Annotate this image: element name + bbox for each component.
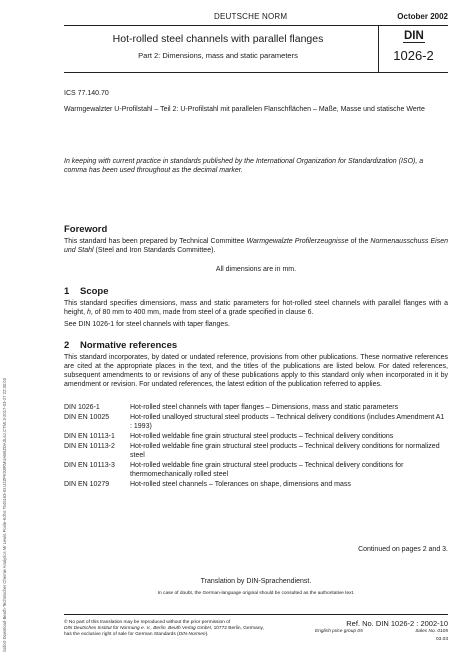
ics-code: ICS 77.140.70	[64, 90, 109, 97]
scope-text-prefix: This standard specifies dimensions, mass and static parameters for hot-rolled steel channels with parallel flanges with a height,	[64, 300, 448, 316]
scope-text-suffix: , of 80 mm to 400 mm, made from steel of a grade specified in clause 6.	[90, 309, 314, 316]
din-number-box	[378, 26, 448, 72]
issue-date: October 2002	[397, 12, 448, 21]
side-download-stamp: Sofort-Download-Beuth-Technischer Chemie Analytics Mr Lewis Poole-KdNr.7545163-ID.U2ZPKX8RMUAB5ZDA3L6J.CTMI.3-2017-03-27 22:30:03	[2, 378, 7, 652]
reference-code: DIN EN 10113-2	[64, 443, 115, 450]
price-group: English price group 05	[315, 629, 363, 634]
reference-title: Hot-rolled unalloyed structural steel products – Technical delivery conditions (includes Amendment A1 : 1993)	[130, 414, 445, 430]
legal-note: In case of doubt, the German-language original should be consulted as the authoritative text.	[157, 591, 355, 596]
copyright-line-1: © No part of this translation may be reproduced without the prior permission of	[64, 620, 231, 625]
copyright-line-3-prefix: has the exclusive right of sale for German Standards (	[64, 632, 179, 637]
reference-title: Hot-rolled weldable fine grain structural steel products – Technical delivery conditions	[130, 433, 394, 440]
foreword-text-prefix: This standard has been prepared by Technical Committee	[64, 238, 247, 245]
issue-code: 03.03	[435, 637, 448, 642]
scope-see-also: See DIN 1026-1 for steel channels with taper flanges.	[64, 321, 230, 328]
reference-row	[64, 461, 448, 479]
sales-number: Sales No. 0105	[415, 629, 448, 634]
dimensions-note: All dimensions are in mm.	[215, 266, 297, 273]
din-logo: DIN	[404, 30, 424, 42]
normative-title: Normative references	[80, 340, 178, 351]
document-title: Hot-rolled steel channels with parallel flanges	[112, 33, 324, 45]
document-subtitle: Part 2: Dimensions, mass and static parameters	[138, 51, 298, 60]
normative-intro: This standard incorporates, by dated or undated reference, provisions from other publications. These normative references are cited at the appropriate places in the text, and the titles of the publications are listed below. For dated references, subsequent amendments to or revisions of any of these publications apply to this standard only when incorporated in it by amendment or revision. For undated references, the latest edition of the publication referred to applies.	[64, 354, 448, 388]
reference-title: Hot-rolled weldable fine grain structural steel products – Technical delivery conditions for normalized steel	[130, 443, 440, 459]
copyright-line-2-rest: 10772 Berlin, Germany,	[212, 626, 264, 631]
copyright-notice	[64, 620, 300, 638]
foreword-heading: Foreword	[64, 224, 108, 235]
reference-number: Ref. No. DIN 1026-2 : 2002-10	[346, 619, 448, 628]
scope-number: 1	[64, 286, 70, 297]
reference-row	[64, 442, 448, 460]
normative-heading	[64, 340, 177, 351]
reference-list	[64, 403, 448, 490]
reference-row	[64, 403, 448, 412]
page-footer	[64, 614, 448, 654]
title-block	[64, 25, 448, 73]
reference-title: Hot-rolled weldable fine grain structural steel products – Technical delivery conditions for thermomechanically rolled steel	[130, 462, 404, 478]
reference-code: DIN EN 10025	[64, 414, 110, 421]
reference-row	[64, 432, 448, 441]
scope-text	[64, 299, 448, 317]
copyright-line-2-italic: DIN Deutsches Institut für Normung e. V., Berlin. Beuth Verlag GmbH,	[64, 626, 213, 631]
reference-code: DIN EN 10279	[64, 481, 110, 488]
normative-number: 2	[64, 340, 70, 351]
committee-name: Warmgewalzte Profilerzeugnisse	[246, 238, 349, 245]
reference-row	[64, 480, 448, 489]
document-header	[64, 12, 448, 24]
iso-decimal-note: In keeping with current practice in standards published by the International Organization for Standardization (ISO), a comma has been used throughout as the decimal marker.	[64, 158, 424, 174]
reference-code: DIN 1026-1	[64, 404, 100, 411]
foreword-text-suffix: (Steel and Iron Standards Committee).	[93, 247, 216, 254]
reference-code: DIN EN 10113-1	[64, 433, 115, 440]
scope-title: Scope	[80, 286, 109, 297]
reference-title: Hot-rolled steel channels – Tolerances on shape, dimensions and mass	[130, 481, 351, 488]
scope-heading	[64, 286, 109, 297]
continued-note: Continued on pages 2 and 3.	[358, 546, 448, 553]
reference-title: Hot-rolled steel channels with taper flanges – Dimensions, mass and static parameters	[130, 404, 399, 411]
din-standard-number: 1026-2	[393, 48, 434, 63]
norm-label: DEUTSCHE NORM	[214, 12, 288, 21]
foreword-text	[64, 237, 448, 255]
reference-row	[64, 413, 448, 431]
copyright-line-3	[64, 632, 300, 638]
translation-credit: Translation by DIN-Sprachendienst.	[200, 578, 312, 585]
copyright-line-3-italic: DIN-Normen	[178, 632, 206, 637]
copyright-line-3-suffix: ).	[205, 632, 209, 637]
height-symbol: h	[86, 309, 91, 316]
german-title: Warmgewalzter U-Profilstahl – Teil 2: U-Profilstahl mit parallelen Flanschflächen – Maße, Masse und statische Werte	[64, 106, 425, 113]
reference-code: DIN EN 10113-3	[64, 462, 115, 469]
standards-body-name: Normenausschuss Eisen und Stahl	[64, 238, 448, 254]
foreword-text-mid: of the	[348, 238, 371, 245]
